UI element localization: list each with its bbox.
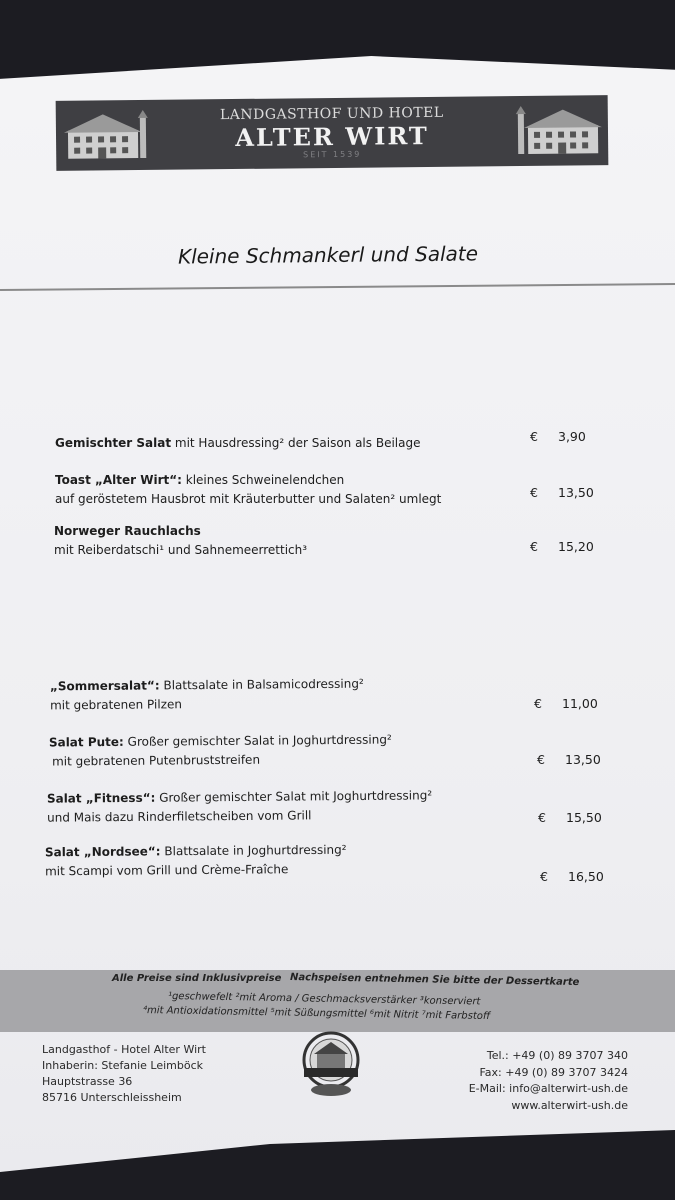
item-description: Großer gemischter Salat mit Joghurtdressing²: [155, 788, 433, 805]
contact-block: [440, 1048, 628, 1114]
menu-item: [45, 841, 347, 882]
price-value: 15,20: [558, 539, 594, 554]
item-description-line2: mit gebratenen Pilzen: [50, 697, 183, 713]
inn-building-icon: [514, 105, 605, 158]
item-description: Blattsalate in Balsamicodressing²: [159, 676, 364, 693]
item-description: mit Hausdressing² der Saison als Beilage: [171, 436, 421, 450]
currency-symbol: €: [530, 429, 538, 444]
currency-symbol: €: [537, 752, 545, 767]
item-description: kleines Schweinelendchen: [181, 473, 345, 487]
item-description-line2: mit Scampi vom Grill und Crème-Fraîche: [45, 862, 289, 879]
item-description: Großer gemischter Salat in Joghurtdressing²: [123, 732, 392, 749]
menu-item: [49, 731, 392, 772]
item-description-line2: mit gebratenen Putenbruststreifen: [52, 752, 261, 769]
menu-item: [55, 471, 441, 509]
menu-item: [47, 786, 433, 827]
item-name: Salat „Fitness“:: [46, 790, 156, 806]
dessert-note: Nachspeisen entnehmen Sie bitte der Dessertkarte: [289, 972, 580, 989]
item-price: [537, 752, 601, 767]
currency-symbol: €: [540, 869, 548, 884]
additives-line-1: ¹geschwefelt ²mit Aroma / Geschmacksverstärker ³konserviert: [167, 991, 481, 1008]
menu-item: [55, 434, 420, 453]
item-description-line2: auf geröstetem Hausbrot mit Kräuterbutter und Salaten² umlegt: [55, 492, 442, 506]
item-name: Gemischter Salat: [55, 436, 172, 450]
item-price: [534, 696, 598, 711]
banner-subtitle: LANDGASTHOF UND HOTEL: [219, 104, 444, 124]
address-line: 85716 Unterschleissheim: [42, 1091, 182, 1104]
section-title: Kleine Schmankerl und Salate: [177, 241, 479, 269]
currency-symbol: €: [530, 539, 538, 554]
additives-line-2: ⁴mit Antioxidationsmittel ⁵mit Süßungsmittel ⁶mit Nitrit ⁷mit Farbstoff: [142, 1005, 491, 1023]
website-link[interactable]: www.alterwirt-ush.de: [511, 1098, 628, 1112]
item-name: Salat „Nordsee“:: [44, 844, 161, 860]
item-price: [540, 869, 604, 884]
price-value: 15,50: [566, 810, 602, 825]
currency-symbol: €: [538, 810, 546, 825]
item-price: [530, 429, 586, 444]
address-line: Inhaberin: Stefanie Leimböck: [42, 1059, 204, 1072]
item-price: [530, 485, 594, 500]
banner-year: SEIT 1539: [303, 149, 362, 160]
item-name: Salat Pute:: [48, 734, 124, 750]
address-block: [42, 1042, 206, 1106]
currency-symbol: €: [534, 696, 542, 711]
header-banner: [56, 95, 609, 171]
phone: Tel.: +49 (0) 89 3707 340: [486, 1049, 628, 1062]
item-description-line2: mit Reiberdatschi¹ und Sahnemeerrettich³: [54, 543, 308, 557]
item-name: „Sommersalat“:: [49, 678, 160, 694]
item-description: Blattsalate in Joghurtdressing²: [160, 842, 347, 859]
price-value: 13,50: [558, 485, 594, 500]
item-price: [530, 539, 594, 554]
price-note: Alle Preise sind Inklusivpreise: [112, 973, 282, 984]
fax: Fax: +49 (0) 89 3707 3424: [479, 1065, 628, 1079]
menu-item: [50, 675, 364, 716]
price-value: 16,50: [568, 869, 604, 884]
address-line: Landgasthof - Hotel Alter Wirt: [42, 1043, 206, 1056]
menu-item: [54, 522, 307, 560]
currency-symbol: €: [530, 485, 538, 500]
item-name: Norweger Rauchlachs: [54, 524, 201, 538]
item-price: [538, 810, 602, 825]
banner-name: ALTER WIRT: [235, 120, 429, 153]
inn-seal-icon: [300, 1030, 362, 1100]
email-link[interactable]: E-Mail: info@alterwirt-ush.de: [468, 1082, 628, 1095]
item-name: Toast „Alter Wirt“:: [55, 473, 182, 487]
price-value: 3,90: [558, 429, 586, 444]
item-description-line2: und Mais dazu Rinderfiletscheiben vom Grill: [47, 808, 312, 825]
price-value: 11,00: [562, 696, 598, 711]
address-line: Hauptstrasse 36: [42, 1075, 133, 1088]
price-value: 13,50: [565, 752, 601, 767]
